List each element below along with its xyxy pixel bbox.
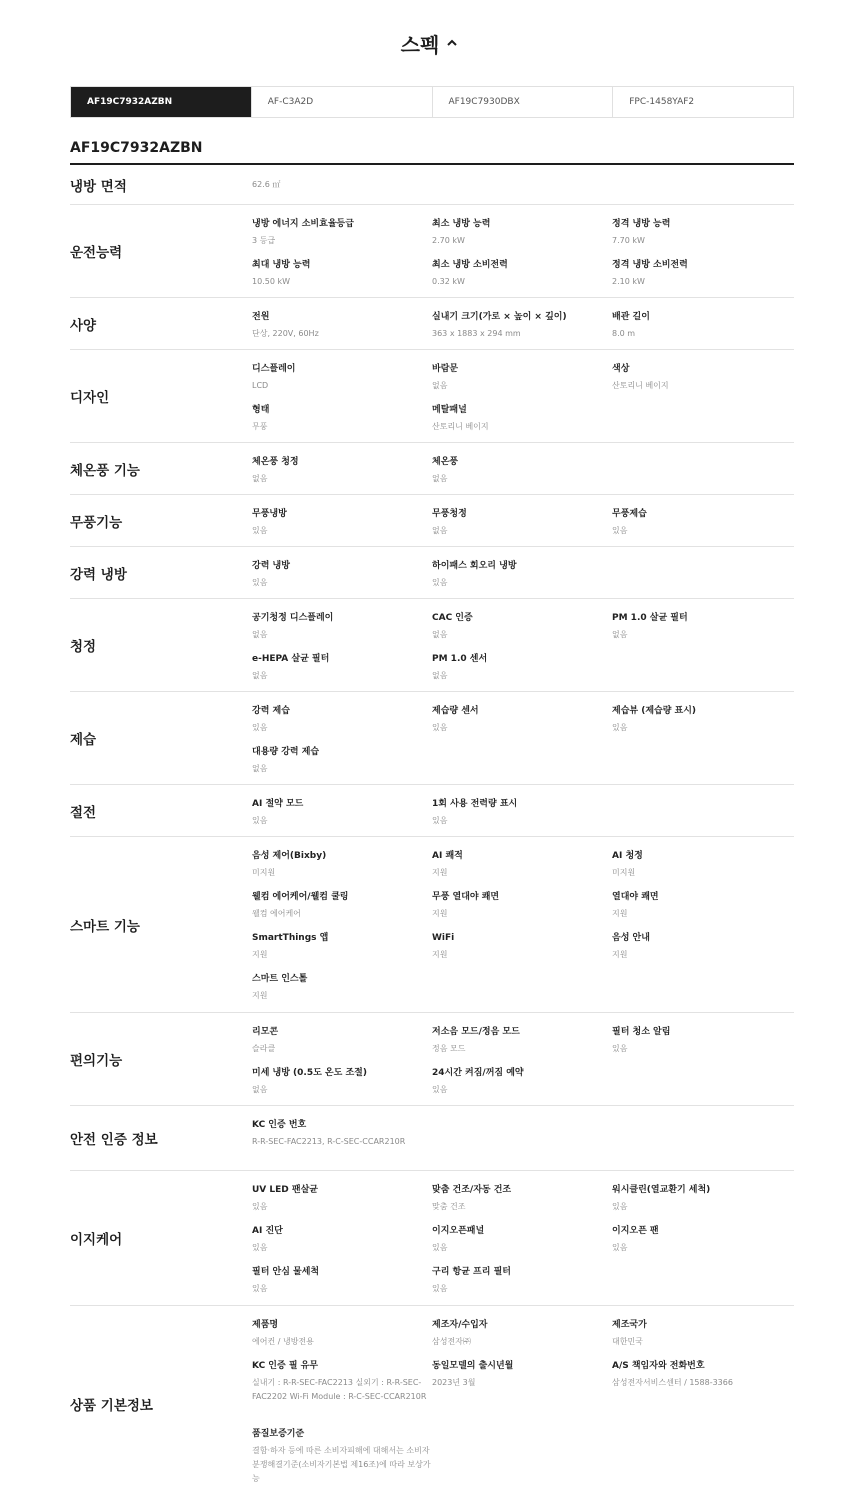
spec-label: AI 쾌적 (432, 851, 463, 861)
spec-value: 있음 (252, 1284, 268, 1293)
spec-label: 리모콘 (252, 1027, 279, 1037)
spec-category: 냉방 면적 (70, 178, 127, 195)
spec-label: 음성 안내 (612, 933, 650, 943)
spec-value: 미지원 (252, 868, 276, 877)
spec-row (70, 785, 794, 837)
spec-label: 최소 냉방 소비전력 (432, 260, 508, 270)
spec-value: 있음 (432, 578, 448, 587)
spec-items (252, 495, 794, 546)
spec-item (432, 557, 612, 598)
spec-item (252, 970, 432, 1011)
spec-label: PM 1.0 센서 (432, 654, 488, 664)
spec-value: 363 x 1883 x 294 mm (432, 329, 521, 338)
spec-item (252, 256, 432, 297)
spec-item (252, 360, 432, 401)
spec-value: 있음 (432, 1085, 448, 1094)
spec-items (252, 785, 794, 836)
spec-item (252, 795, 432, 836)
spec-value: 있음 (432, 1284, 448, 1293)
spec-value: 슬라클 (252, 1044, 276, 1053)
spec-value: R-R-SEC-FAC2213, R-C-SEC-CCAR210R (252, 1137, 406, 1146)
spec-value: 0.32 kW (432, 277, 465, 286)
spec-item (252, 1316, 432, 1357)
spec-title: 스펙 (400, 32, 440, 57)
spec-row (70, 547, 794, 599)
spec-category: 디자인 (70, 390, 110, 406)
spec-label: 제조자/수입자 (432, 1320, 488, 1330)
spec-items (252, 692, 794, 784)
spec-item (252, 888, 432, 929)
spec-category: 운전능력 (70, 245, 123, 261)
spec-items (252, 1106, 794, 1170)
spec-items (252, 1306, 794, 1501)
spec-value: 10.50 kW (252, 277, 290, 286)
spec-value: 결함·하자 등에 따른 소비자피해에 대해서는 소비자분쟁해결기준(소비자기본법 제16조)에 따라 보상가능 (252, 1446, 431, 1483)
spec-item (252, 1222, 432, 1263)
spec-item (252, 453, 432, 494)
spec-label: A/S 책임자와 전화번호 (612, 1361, 705, 1371)
spec-row (70, 443, 794, 495)
spec-label: 웰컴 에어케어/웰컴 쿨링 (252, 892, 349, 902)
spec-category: 스마트 기능 (70, 918, 140, 935)
spec-category: 사양 (70, 317, 97, 334)
spec-item (432, 1064, 612, 1105)
spec-item (252, 650, 432, 691)
spec-value: 있음 (612, 526, 628, 535)
spec-label: 최소 냉방 능력 (432, 219, 491, 229)
spec-category: 제습 (70, 732, 97, 748)
spec-value: 있음 (252, 1202, 268, 1211)
spec-items (252, 298, 794, 349)
spec-items (252, 350, 794, 442)
spec-label: 24시간 켜짐/꺼짐 예약 (432, 1068, 524, 1078)
spec-label: UV LED 팬살균 (252, 1185, 318, 1195)
spec-value: 있음 (432, 1243, 448, 1252)
spec-value: 8.0 m (612, 329, 636, 338)
spec-value: 정음 모드 (432, 1044, 466, 1053)
spec-value: 2.70 kW (432, 236, 465, 245)
spec-label: 필터 청소 알림 (612, 1027, 671, 1037)
spec-item (432, 308, 612, 349)
spec-label: 무풍냉방 (252, 509, 287, 519)
spec-value: 무풍 (252, 422, 268, 431)
spec-row (70, 1013, 794, 1106)
spec-row (70, 599, 794, 692)
spec-category: 상품 기본정보 (70, 1397, 153, 1414)
spec-label: 하이패스 회오리 냉방 (432, 561, 517, 571)
spec-item (612, 1023, 794, 1064)
spec-label: SmartThings 앱 (252, 933, 329, 943)
spec-value: 있음 (252, 526, 268, 535)
spec-items (252, 443, 794, 494)
spec-value: 실내기 : R-R-SEC-FAC2213 실외기 : R-R-SEC-FAC2202 Wi-Fi Module : R-C-SEC-CCAR210R (252, 1378, 427, 1401)
spec-value: 있음 (432, 816, 448, 825)
spec-label: 제품명 (252, 1320, 279, 1330)
spec-label: 저소음 모드/정음 모드 (432, 1027, 520, 1037)
spec-value: 3 등급 (252, 236, 276, 245)
spec-item (252, 1263, 432, 1304)
spec-header[interactable] (0, 0, 860, 86)
spec-label: AI 청정 (612, 851, 643, 861)
spec-item (432, 453, 612, 494)
spec-item (432, 929, 612, 970)
spec-label: 무풍 열대야 쾌면 (432, 892, 500, 902)
spec-label: 동일모델의 출시년월 (432, 1361, 514, 1371)
spec-value: 없음 (252, 630, 268, 639)
spec-label: e-HEPA 살균 필터 (252, 654, 330, 664)
spec-category: 안전 인증 정보 (70, 1132, 158, 1148)
spec-items (252, 599, 794, 691)
spec-category: 강력 냉방 (70, 566, 127, 583)
spec-label: 강력 제습 (252, 706, 290, 716)
spec-item (612, 847, 794, 888)
spec-label: 맞춤 건조/자동 건조 (432, 1185, 512, 1195)
spec-value: 있음 (252, 578, 268, 587)
spec-value: 없음 (432, 526, 448, 535)
spec-item (252, 1023, 432, 1064)
spec-item (612, 1181, 794, 1222)
spec-label: 체온풍 (432, 457, 459, 467)
spec-category: 체온풍 기능 (70, 462, 140, 479)
spec-value: 지원 (612, 950, 628, 959)
spec-label: 체온풍 청정 (252, 457, 299, 467)
spec-items (252, 205, 794, 297)
spec-category: 청정 (70, 639, 97, 655)
spec-value: 삼성전자서비스센터 / 1588-3366 (612, 1378, 733, 1387)
spec-value: 2.10 kW (612, 277, 645, 286)
spec-item (252, 165, 432, 205)
spec-label: 메탈패널 (432, 405, 467, 415)
spec-label: 배관 길이 (612, 312, 650, 322)
spec-value: 없음 (432, 671, 448, 680)
spec-label: 최대 냉방 능력 (252, 260, 311, 270)
spec-item (252, 505, 432, 546)
spec-label: 무풍청정 (432, 509, 467, 519)
spec-value: 있음 (432, 723, 448, 732)
spec-label: 스마트 인스톨 (252, 974, 308, 984)
spec-item (432, 650, 612, 691)
spec-value: 지원 (432, 909, 448, 918)
spec-label: 필터 안심 물세척 (252, 1267, 320, 1277)
spec-label: 워시클린(열교환기 세척) (612, 1185, 711, 1195)
spec-value: 없음 (432, 381, 448, 390)
spec-item (612, 505, 794, 546)
spec-label: 실내기 크기(가로 × 높이 × 깊이) (432, 312, 567, 322)
spec-item (432, 1316, 612, 1357)
spec-value: 맞춤 건조 (432, 1202, 466, 1211)
chevron-up-icon (445, 36, 459, 50)
spec-value: 에어컨 / 냉방전용 (252, 1337, 314, 1346)
spec-item (432, 1023, 612, 1064)
spec-value: 지원 (432, 868, 448, 877)
spec-label: CAC 인증 (432, 613, 473, 623)
tab-model-3[interactable]: AF19C7930DBX (432, 87, 613, 117)
spec-label: KC 인증 번호 (252, 1120, 307, 1130)
spec-label: 냉방 에너지 소비효율등급 (252, 219, 354, 229)
spec-value: 지원 (432, 950, 448, 959)
spec-item (612, 256, 794, 297)
spec-value: 없음 (252, 671, 268, 680)
spec-value: 2023년 3월 (432, 1378, 476, 1387)
spec-item (252, 557, 432, 598)
spec-label: 제습량 센서 (432, 706, 479, 716)
spec-items (252, 837, 794, 1012)
spec-value: 없음 (252, 474, 268, 483)
spec-category: 이지케어 (70, 1232, 123, 1248)
spec-item (432, 847, 612, 888)
model-tabs (70, 86, 794, 118)
spec-item (432, 256, 612, 297)
spec-item (252, 847, 432, 888)
spec-item (612, 308, 794, 349)
spec-item (612, 1357, 794, 1398)
spec-item (252, 609, 432, 650)
spec-item (432, 888, 612, 929)
spec-item (432, 401, 612, 442)
spec-value: 있음 (252, 816, 268, 825)
spec-item (252, 743, 432, 784)
spec-value: 웰컴 에어케어 (252, 909, 301, 918)
spec-item (252, 1181, 432, 1222)
spec-value: LCD (252, 381, 269, 390)
spec-item (252, 401, 432, 442)
spec-label: 이지오픈 팬 (612, 1226, 659, 1236)
spec-label: 형태 (252, 405, 270, 415)
spec-item (252, 929, 432, 970)
spec-label: 색상 (612, 364, 630, 374)
spec-label: AI 절약 모드 (252, 799, 304, 809)
spec-item (432, 795, 612, 836)
spec-items (252, 547, 794, 598)
spec-value: 지원 (252, 991, 268, 1000)
spec-row (70, 837, 794, 1013)
spec-item (252, 308, 432, 349)
spec-value: 없음 (612, 630, 628, 639)
spec-item (432, 1222, 612, 1263)
spec-item (252, 215, 432, 256)
spec-item (612, 888, 794, 929)
spec-table (70, 165, 794, 1501)
spec-items (252, 165, 794, 204)
spec-item (612, 1222, 794, 1263)
spec-item (612, 360, 794, 401)
spec-item (432, 215, 612, 256)
spec-category: 편의기능 (70, 1053, 123, 1069)
tab-model-1[interactable]: AF19C7932AZBN (71, 87, 251, 117)
spec-label: PM 1.0 살균 필터 (612, 613, 688, 623)
spec-label: 디스플레이 (252, 364, 296, 374)
spec-value: 대한민국 (612, 1337, 643, 1346)
spec-row (70, 298, 794, 350)
spec-item (252, 1425, 432, 1493)
spec-value: 단상, 220V, 60Hz (252, 329, 319, 338)
spec-label: 정격 냉방 소비전력 (612, 260, 688, 270)
spec-value: 삼성전자㈜ (432, 1337, 471, 1346)
spec-label: 음성 제어(Bixby) (252, 851, 327, 861)
spec-value: 없음 (252, 1085, 268, 1094)
tab-model-4[interactable]: FPC-1458YAF2 (612, 87, 793, 117)
spec-label: 열대야 쾌면 (612, 892, 659, 902)
spec-item (612, 609, 794, 650)
spec-value: 62.6 ㎡ (252, 180, 281, 189)
spec-label: 전원 (252, 312, 270, 322)
spec-items (252, 1171, 794, 1305)
spec-items (252, 1013, 794, 1105)
spec-label: 품질보증기준 (252, 1429, 305, 1439)
spec-item (252, 702, 432, 743)
spec-value: 있음 (612, 1202, 628, 1211)
spec-row (70, 350, 794, 443)
spec-value: 있음 (612, 723, 628, 732)
spec-item (612, 702, 794, 743)
spec-row (70, 495, 794, 547)
spec-label: 미세 냉방 (0.5도 온도 조절) (252, 1068, 367, 1078)
spec-label: 1회 사용 전력량 표시 (432, 799, 518, 809)
spec-value: 미지원 (612, 868, 636, 877)
spec-label: 이지오픈패널 (432, 1226, 485, 1236)
spec-item (432, 1357, 612, 1398)
spec-value: 7.70 kW (612, 236, 645, 245)
spec-label: 강력 냉방 (252, 561, 290, 571)
tab-model-2[interactable]: AF-C3A2D (251, 87, 432, 117)
spec-value: 있음 (612, 1044, 628, 1053)
spec-value: 지원 (252, 950, 268, 959)
spec-label: 구리 항균 프리 필터 (432, 1267, 511, 1277)
spec-value: 없음 (432, 474, 448, 483)
spec-item (432, 609, 612, 650)
spec-label: 대용량 강력 제습 (252, 747, 320, 757)
spec-label: 제조국가 (612, 1320, 647, 1330)
spec-item (432, 505, 612, 546)
spec-value: 있음 (612, 1243, 628, 1252)
spec-item (612, 215, 794, 256)
spec-label: AI 진단 (252, 1226, 283, 1236)
spec-row (70, 1306, 794, 1501)
spec-value: 지원 (612, 909, 628, 918)
spec-label: KC 인증 필 유무 (252, 1361, 319, 1371)
spec-row (70, 1171, 794, 1306)
spec-label: 무풍제습 (612, 509, 647, 519)
spec-row (70, 205, 794, 298)
spec-item (432, 360, 612, 401)
spec-item (432, 1181, 612, 1222)
spec-row (70, 1106, 794, 1171)
spec-value: 산토리니 베이지 (612, 381, 669, 390)
spec-value: 있음 (252, 1243, 268, 1252)
spec-label: 바람문 (432, 364, 459, 374)
spec-item (252, 1357, 432, 1425)
spec-item (612, 1316, 794, 1357)
spec-category: 절전 (70, 804, 97, 821)
spec-item (432, 1263, 612, 1304)
spec-label: WiFi (432, 933, 455, 943)
spec-value: 없음 (432, 630, 448, 639)
spec-row (70, 692, 794, 785)
spec-item (432, 702, 612, 743)
spec-item (252, 1116, 432, 1157)
spec-category: 무풍기능 (70, 514, 123, 531)
spec-value: 산토리니 베이지 (432, 422, 489, 431)
spec-value: 있음 (252, 723, 268, 732)
model-title: AF19C7932AZBN (70, 140, 203, 156)
spec-label: 정격 냉방 능력 (612, 219, 671, 229)
spec-value: 없음 (252, 764, 268, 773)
spec-item (612, 929, 794, 970)
spec-label: 제습뷰 (제습량 표시) (612, 706, 697, 716)
spec-item (252, 1064, 432, 1105)
spec-label: 공기청정 디스플레이 (252, 613, 334, 623)
spec-row (70, 165, 794, 205)
